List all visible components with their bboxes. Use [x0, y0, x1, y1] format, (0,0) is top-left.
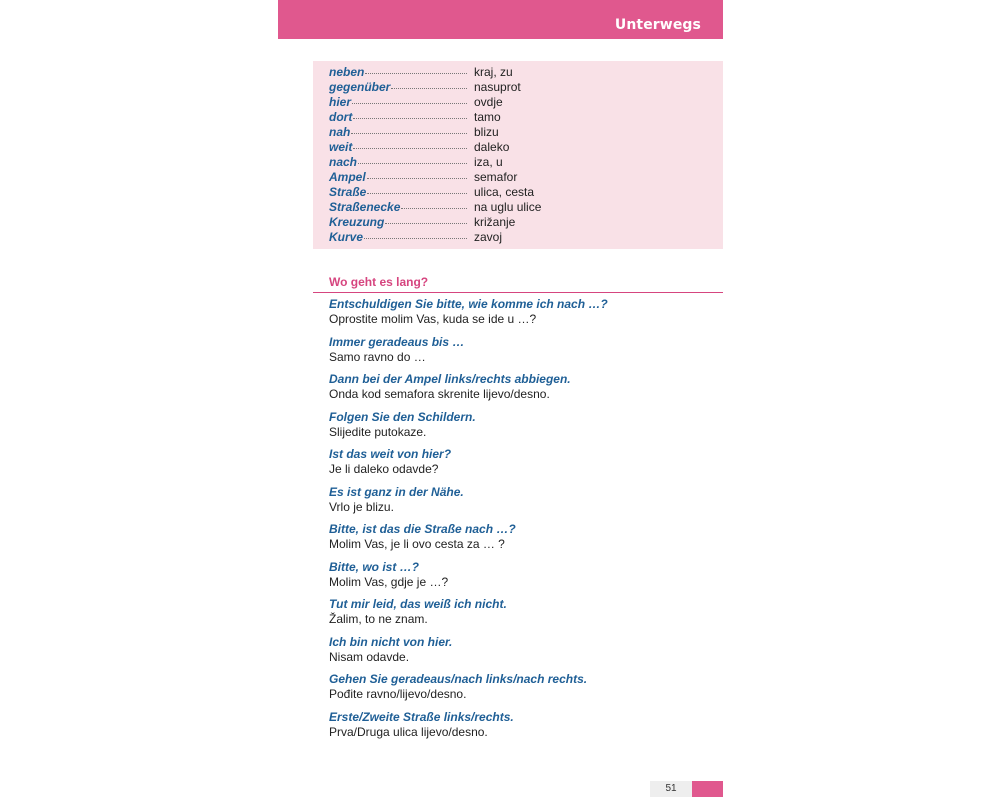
vocab-german-word: neben	[329, 65, 365, 79]
vocab-german-word: nah	[329, 125, 351, 139]
vocab-croatian: ulica, cesta	[474, 185, 535, 199]
phrase-pair	[329, 335, 719, 365]
phrase-croatian: Žalim, to ne znam.	[329, 612, 428, 626]
vocab-german	[329, 230, 467, 245]
phrase-croatian: Pođite ravno/lijevo/desno.	[329, 687, 467, 701]
vocab-german-word: Straße	[329, 185, 367, 199]
vocab-croatian: na uglu ulice	[474, 200, 542, 214]
phrase-croatian: Prva/Druga ulica lijevo/desno.	[329, 725, 488, 739]
phrase-german: Tut mir leid, das weiß ich nicht.	[329, 597, 507, 611]
section-heading: Wo geht es lang?	[329, 275, 429, 289]
leader-dots	[364, 228, 467, 239]
phrase-croatian: Samo ravno do …	[329, 350, 426, 364]
page-number: 51	[665, 783, 677, 794]
phrase-pair	[329, 485, 719, 515]
page-tab-marker	[692, 781, 723, 797]
leader-dots	[365, 63, 467, 74]
leader-dots	[358, 153, 467, 164]
vocab-german-word: Straßenecke	[329, 200, 401, 214]
vocab-croatian: semafor	[474, 170, 518, 184]
phrase-german: Bitte, ist das die Straße nach …?	[329, 522, 516, 536]
vocab-row	[329, 65, 709, 80]
phrase-pair	[329, 635, 719, 665]
phrase-pair	[329, 372, 719, 402]
phrase-german: Folgen Sie den Schildern.	[329, 410, 476, 424]
leader-dots	[367, 183, 467, 194]
section-divider	[313, 292, 723, 293]
header-bar	[278, 0, 723, 39]
leader-dots	[385, 213, 467, 224]
vocab-german-word: weit	[329, 140, 353, 154]
phrase-croatian: Onda kod semafora skrenite lijevo/desno.	[329, 387, 550, 401]
page-number-box	[650, 781, 692, 797]
phrase-pair	[329, 560, 719, 590]
phrase-croatian: Molim Vas, je li ovo cesta za … ?	[329, 537, 505, 551]
vocab-german-word: Kurve	[329, 230, 364, 244]
phrase-pair	[329, 447, 719, 477]
phrase-german: Ich bin nicht von hier.	[329, 635, 453, 649]
vocab-row	[329, 230, 709, 245]
phrase-croatian: Slijedite putokaze.	[329, 425, 427, 439]
phrase-croatian: Vrlo je blizu.	[329, 500, 394, 514]
leader-dots	[352, 93, 467, 104]
phrase-croatian: Oprostite molim Vas, kuda se ide u …?	[329, 312, 537, 326]
leader-dots	[353, 108, 467, 119]
vocab-german-word: Kreuzung	[329, 215, 385, 229]
vocab-croatian: nasuprot	[474, 80, 521, 94]
leader-dots	[351, 123, 467, 134]
phrase-pair	[329, 522, 719, 552]
leader-dots	[391, 78, 467, 89]
phrase-pair	[329, 597, 719, 627]
phrase-german: Ist das weit von hier?	[329, 447, 452, 461]
vocab-croatian: ovdje	[474, 95, 503, 109]
vocab-croatian: kraj, zu	[474, 65, 513, 79]
vocab-row	[329, 185, 709, 200]
book-page	[278, 0, 723, 800]
vocab-german-word: dort	[329, 110, 353, 124]
vocab-croatian: križanje	[474, 215, 516, 229]
phrase-croatian: Molim Vas, gdje je …?	[329, 575, 449, 589]
vocab-german-word: hier	[329, 95, 352, 109]
vocab-german-word: nach	[329, 155, 358, 169]
phrase-german: Immer geradeaus bis …	[329, 335, 465, 349]
leader-dots	[401, 198, 467, 209]
phrase-croatian: Nisam odavde.	[329, 650, 410, 664]
leader-dots	[353, 138, 467, 149]
vocab-croatian: daleko	[474, 140, 510, 154]
leader-dots	[367, 168, 467, 179]
vocab-german-word: Ampel	[329, 170, 366, 184]
phrase-croatian: Je li daleko odavde?	[329, 462, 439, 476]
phrase-pair	[329, 710, 719, 740]
phrase-german: Erste/Zweite Straße links/rechts.	[329, 710, 514, 724]
vocabulary-box	[313, 61, 723, 249]
phrase-german: Dann bei der Ampel links/rechts abbiegen.	[329, 372, 571, 386]
phrase-german: Gehen Sie geradeaus/nach links/nach rechts.	[329, 672, 588, 686]
vocab-german-word: gegenüber	[329, 80, 391, 94]
phrase-german: Entschuldigen Sie bitte, wie komme ich nach …?	[329, 297, 608, 311]
phrase-pair	[329, 410, 719, 440]
phrase-german: Bitte, wo ist …?	[329, 560, 419, 574]
phrase-pair	[329, 672, 719, 702]
chapter-title: Unterwegs	[614, 17, 701, 33]
vocab-croatian: tamo	[474, 110, 501, 124]
vocab-croatian: blizu	[474, 125, 499, 139]
vocab-croatian: zavoj	[474, 230, 503, 244]
phrase-german: Es ist ganz in der Nähe.	[329, 485, 464, 499]
phrase-pair	[329, 297, 719, 327]
vocab-croatian: iza, u	[474, 155, 503, 169]
